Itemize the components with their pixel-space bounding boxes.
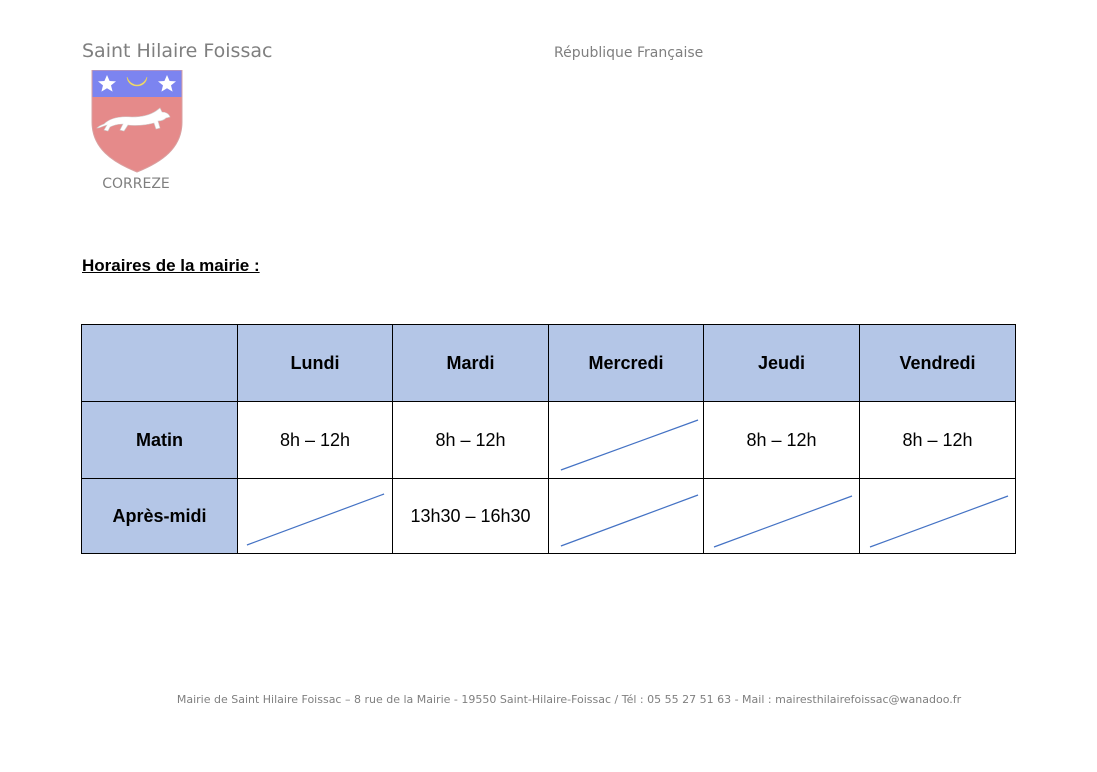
- closed-slash-icon: [238, 479, 392, 553]
- town-name: Saint Hilaire Foissac: [82, 40, 273, 62]
- coat-of-arms-icon: [90, 70, 186, 174]
- row-label: Matin: [82, 402, 238, 479]
- day-header: Vendredi: [860, 325, 1016, 402]
- table-header-row: [82, 325, 1016, 402]
- closed-cell: [549, 479, 704, 554]
- closed-slash-icon: [704, 479, 859, 553]
- republique-label: République Française: [554, 45, 704, 61]
- closed-slash-icon: [860, 479, 1015, 553]
- day-header: Mardi: [393, 325, 549, 402]
- closed-slash-icon: [549, 402, 703, 478]
- hours-cell: 8h – 12h: [238, 402, 393, 479]
- day-header: Jeudi: [704, 325, 860, 402]
- hours-cell: 8h – 12h: [704, 402, 860, 479]
- closed-cell: [238, 479, 393, 554]
- page-heading: Horaires de la mairie :: [82, 256, 260, 275]
- row-label: Après-midi: [82, 479, 238, 554]
- hours-cell: 8h – 12h: [860, 402, 1016, 479]
- hours-cell: 13h30 – 16h30: [393, 479, 549, 554]
- table-row: [82, 402, 1016, 479]
- closed-slash-icon: [549, 479, 703, 553]
- footer-contact: Mairie de Saint Hilaire Foissac – 8 rue de la Mairie - 19550 Saint-Hilaire-Foissac / Tél : 05 55 27 51 63 - Mail : mairesthilairefoissac@wanadoo.fr: [176, 693, 962, 706]
- closed-cell: [549, 402, 704, 479]
- day-header: Lundi: [238, 325, 393, 402]
- department-label: CORREZE: [102, 176, 170, 192]
- closed-cell: [860, 479, 1016, 554]
- corner-cell: [82, 325, 238, 402]
- closed-cell: [704, 479, 860, 554]
- day-header: Mercredi: [549, 325, 704, 402]
- opening-hours-table: [81, 324, 1016, 554]
- hours-cell: 8h – 12h: [393, 402, 549, 479]
- table-row: [82, 479, 1016, 554]
